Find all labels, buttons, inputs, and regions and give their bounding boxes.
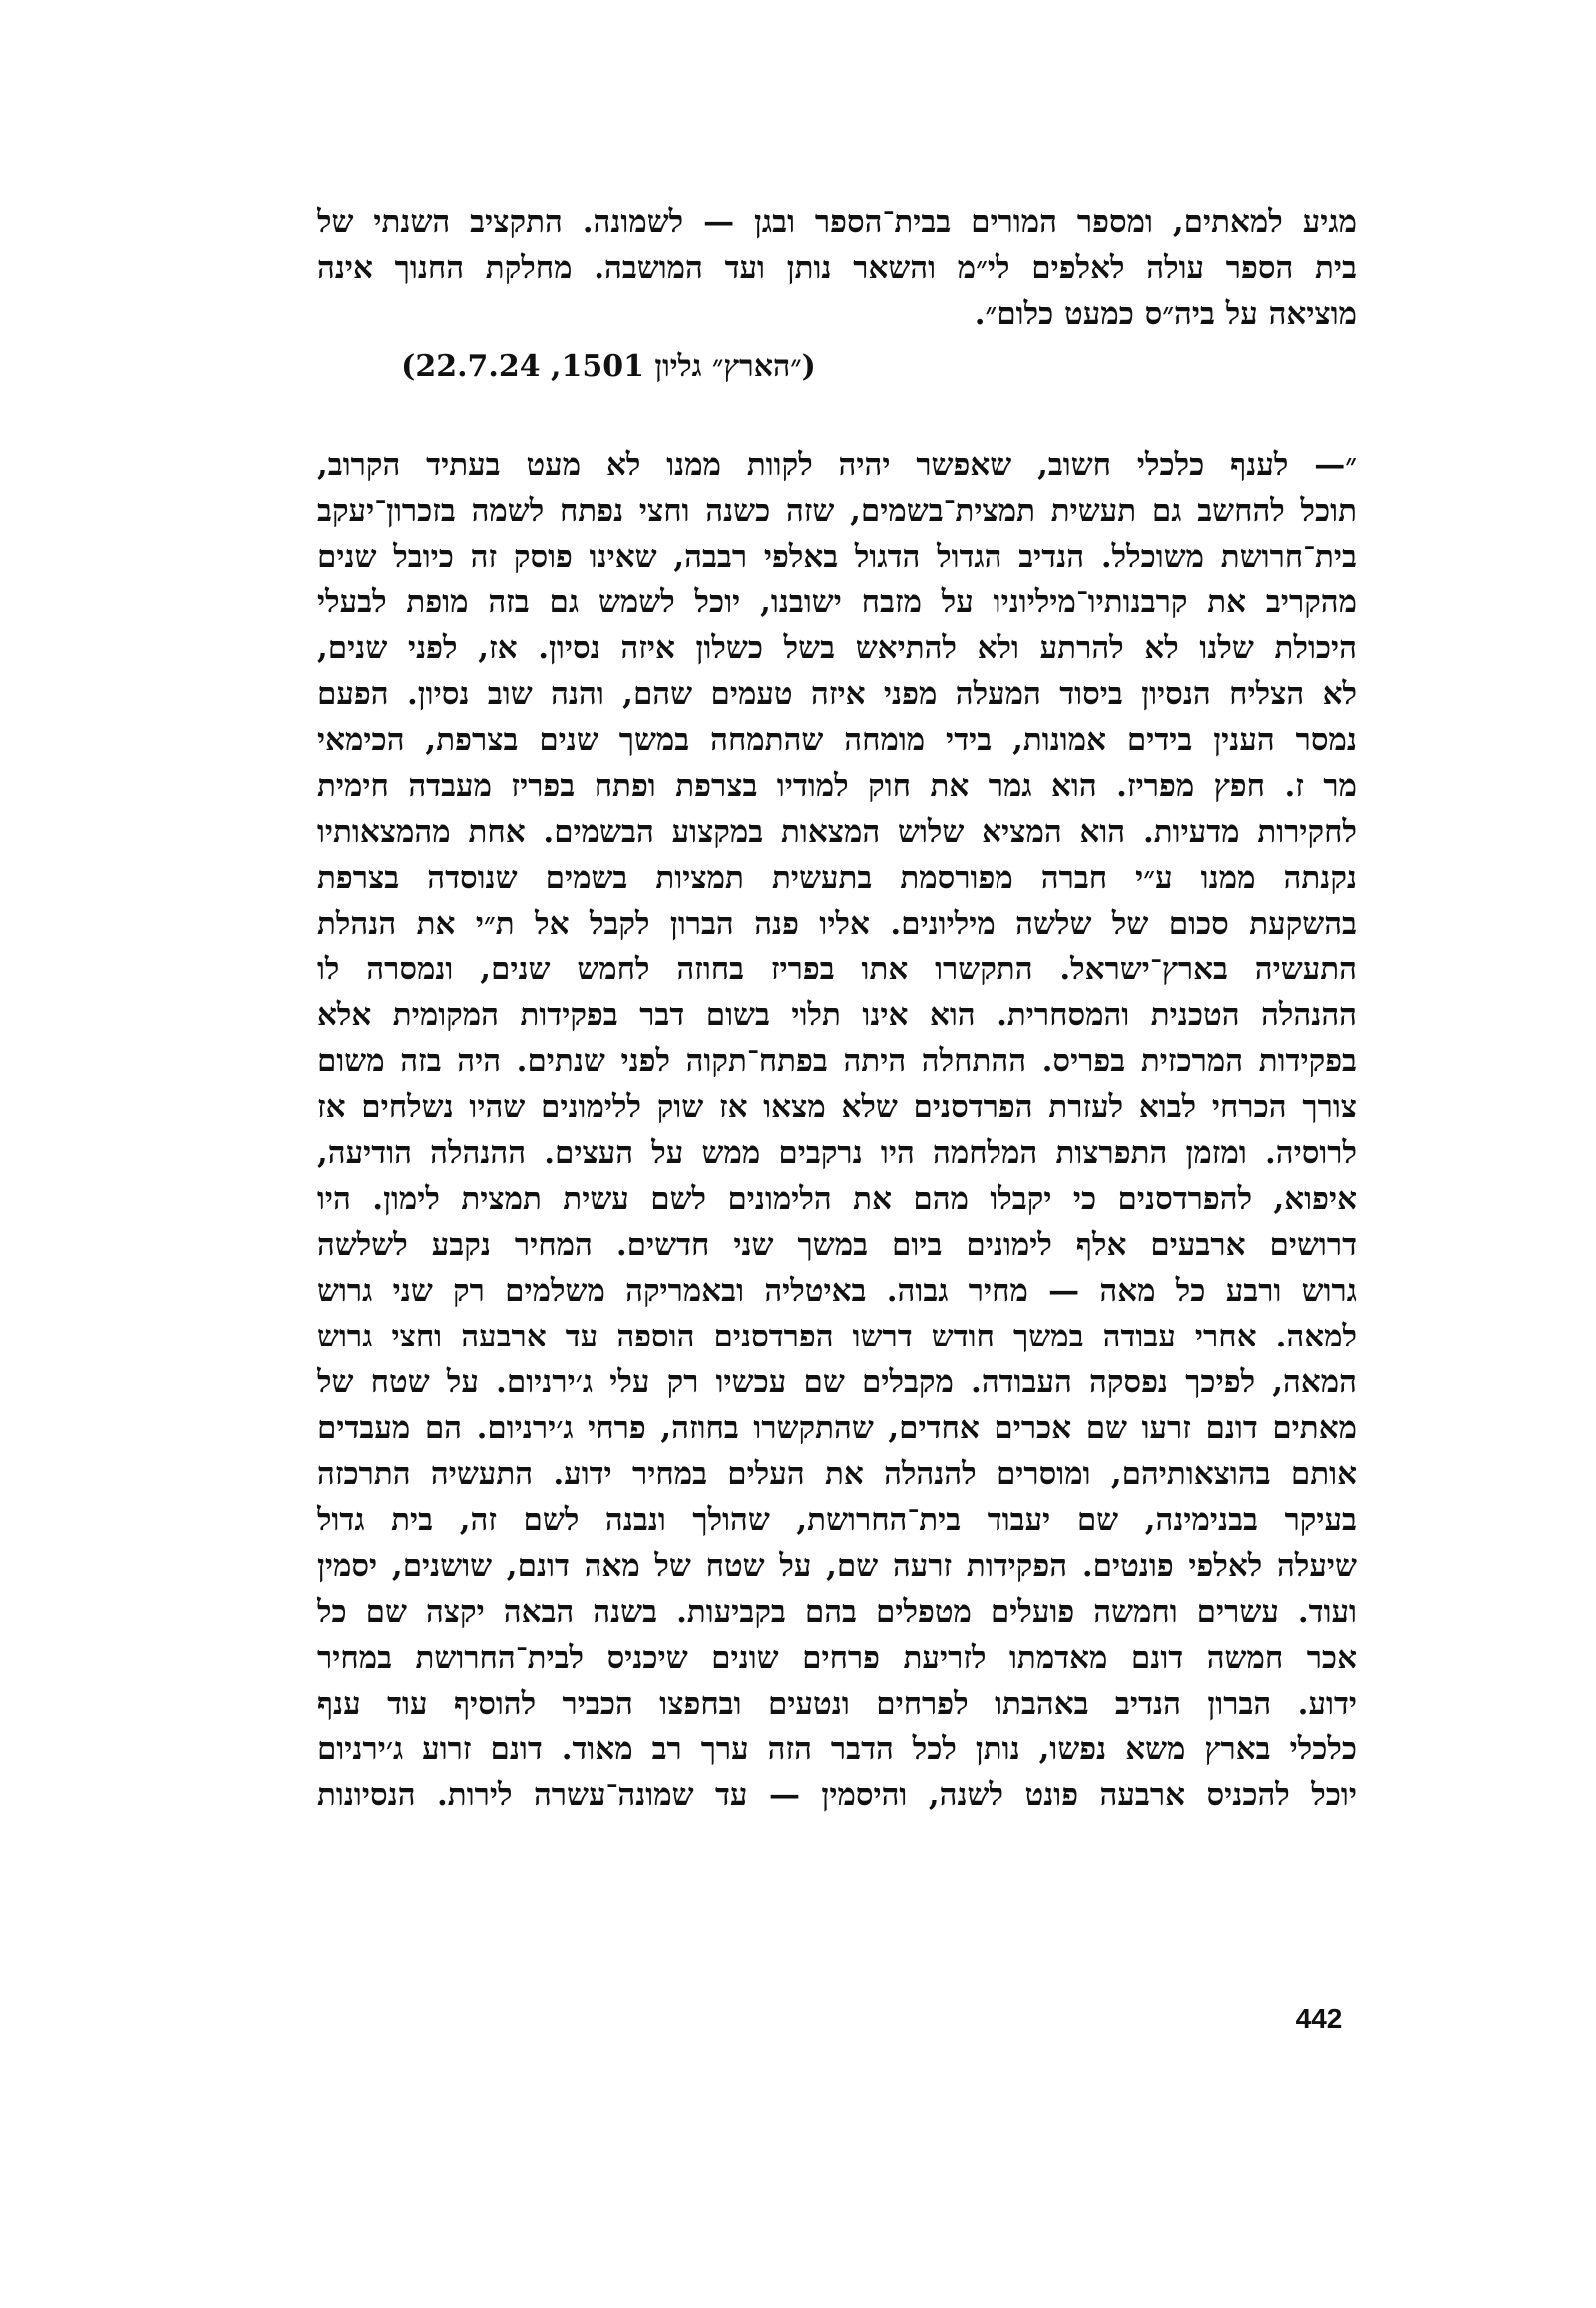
page-number: 442 xyxy=(1295,2003,1343,2034)
text-line: התעשיה בארץ־ישראל. התקשרו אתו בפריז בחוזה לחמש שנים, ונמסרה לו xyxy=(317,952,1357,987)
text-line: יוכל להכניס ארבעה פונט לשנה, והיסמין — עד שמונה־עשרה לירות. הנסיונות xyxy=(317,1777,1357,1813)
text-line: ההנהלה הטכנית והמסחרית. הוא אינו תלוי בשום דבר בפקידות המקומית אלא xyxy=(317,997,1357,1033)
text-line: מאתים דונם זרעו שם אכרים אחדים, שהתקשרו בחוזה, פרחי ג׳ירניום. הם מעבדים xyxy=(317,1410,1357,1446)
text-line: גרוש ורבע כל מאה — מחיר גבוה. באיטליה ובאמריקה משלמים רק שני גרוש xyxy=(317,1273,1357,1309)
text-line: צורך הכרחי לבוא לעזרת הפרדסנים שלא מצאו אז שוק ללימונים שהיו נשלחים אז xyxy=(317,1089,1357,1125)
text-line: מר ז. חפץ מפריז. הוא גמר את חוק למודיו בצרפת ופתח בפריז מעבדה חימית xyxy=(317,768,1357,804)
text-line: היכולת שלנו לא להרתע ולא להתיאש בשל כשלון איזה נסיון. אז, לפני שנים, xyxy=(317,630,1357,666)
opening-paragraph xyxy=(317,199,1357,337)
text-line: שיעלה לאלפי פונטים. הפקידות זרעה שם, על שטח של מאה דונם, שושנים, יסמין xyxy=(317,1548,1357,1584)
text-line: לחקירות מדעיות. הוא המציא שלוש המצאות במקצוע הבשמים. אחת מהמצאותיו xyxy=(317,814,1357,850)
text-line: בעיקר בבנימינה, שם יעבוד בית־החרושת, שהולך ונבנה לשם זה, בית גדול xyxy=(317,1502,1357,1538)
text-line: בפקידות המרכזית בפריס. ההתחלה היתה בפתח־תקוה לפני שנתים. היה בזה משום xyxy=(317,1043,1357,1079)
text-line: ועוד. עשרים וחמשה פועלים מטפלים בהם בקביעות. בשנה הבאה יקצה שם כל xyxy=(317,1594,1357,1630)
text-line: לרוסיה. ומזמן התפרצות המלחמה היו נרקבים ממש על העצים. ההנהלה הודיעה, xyxy=(317,1135,1357,1171)
text-line: ״— לענף כלכלי חשוב, שאפשר יהיה לקוות ממנו לא מעט בעתיד הקרוב, xyxy=(317,447,1357,483)
text-line: נקנתה ממנו ע״י חברה מפורסמת בתעשית תמציות בשמים שנוסדה בצרפת xyxy=(317,860,1357,896)
text-line: לא הצליח הנסיון ביסוד המעלה מפני איזה טעמים שהם, והנה שוב נסיון. הפעם xyxy=(317,676,1357,712)
text-line: למאה. אחרי עבודה במשך חודש דרשו הפרדסנים הוספה עד ארבעה וחצי גרוש xyxy=(317,1319,1357,1354)
text-line: מהקריב את קרבנותיו־מיליוניו על מזבח ישובנו, יוכל לשמש גם בזה מופת לבעלי xyxy=(317,584,1357,620)
text-line: מוציאה על ביה״ס כמעט כלום״. xyxy=(974,296,1357,332)
text-line: בהשקעת סכום של שלשה מיליונים. אליו פנה הברון לקבל אל ת״י את הנהלת xyxy=(317,906,1357,942)
text-line: ידוע. הברון הנדיב באהבתו לפרחים ונטעים ובחפצו הכביר להוסיף עוד ענף xyxy=(317,1686,1357,1722)
source-citation: (״הארץ״ גליון 1501, 22.7.24) xyxy=(401,349,816,384)
text-line: דרושים ארבעים אלף לימונים ביום במשך שני חדשים. המחיר נקבע לשלשה xyxy=(317,1227,1357,1263)
text-line: בית הספר עולה לאלפים לי״מ והשאר נותן ועד המושבה. מחלקת החנוך אינה xyxy=(317,250,1357,286)
text-line: בית־חרושת משוכלל. הנדיב הגדול הדגול באלפי רבבה, שאינו פוסק זה כיובל שנים xyxy=(317,539,1357,575)
main-paragraph xyxy=(317,442,1357,1818)
text-line: כלכלי בארץ משא נפשו, נותן לכל הדבר הזה ערך רב מאוד. דונם זרוע ג׳ירניום xyxy=(317,1731,1357,1767)
text-line: נמסר הענין בידים אמונות, בידי מומחה שהתמחה במשך שנים בצרפת, הכימאי xyxy=(317,722,1357,758)
text-line: אותם בהוצאותיהם, ומוסרים להנהלה את העלים במחיר ידוע. התעשיה התרכזה xyxy=(317,1456,1357,1492)
text-line: המאה, לפיכך נפסקה העבודה. מקבלים שם עכשיו רק עלי ג׳ירניום. על שטח של xyxy=(317,1364,1357,1400)
text-line: תוכל להחשב גם תעשית תמצית־בשמים, שזה כשנה וחצי נפתח לשמה בזכרון־יעקב xyxy=(317,493,1357,529)
text-line: איפוא, להפרדסנים כי יקבלו מהם את הלימונים לשם עשית תמצית לימון. היו xyxy=(317,1181,1357,1217)
text-line: מגיע למאתים, ומספר המורים בבית־הספר ובגן — לשמונה. התקציב השנתי של xyxy=(317,204,1357,240)
text-line: אכר חמשה דונם מאדמתו לזריעת פרחים שונים שיכניס לבית־החרושת במחיר xyxy=(317,1640,1357,1676)
